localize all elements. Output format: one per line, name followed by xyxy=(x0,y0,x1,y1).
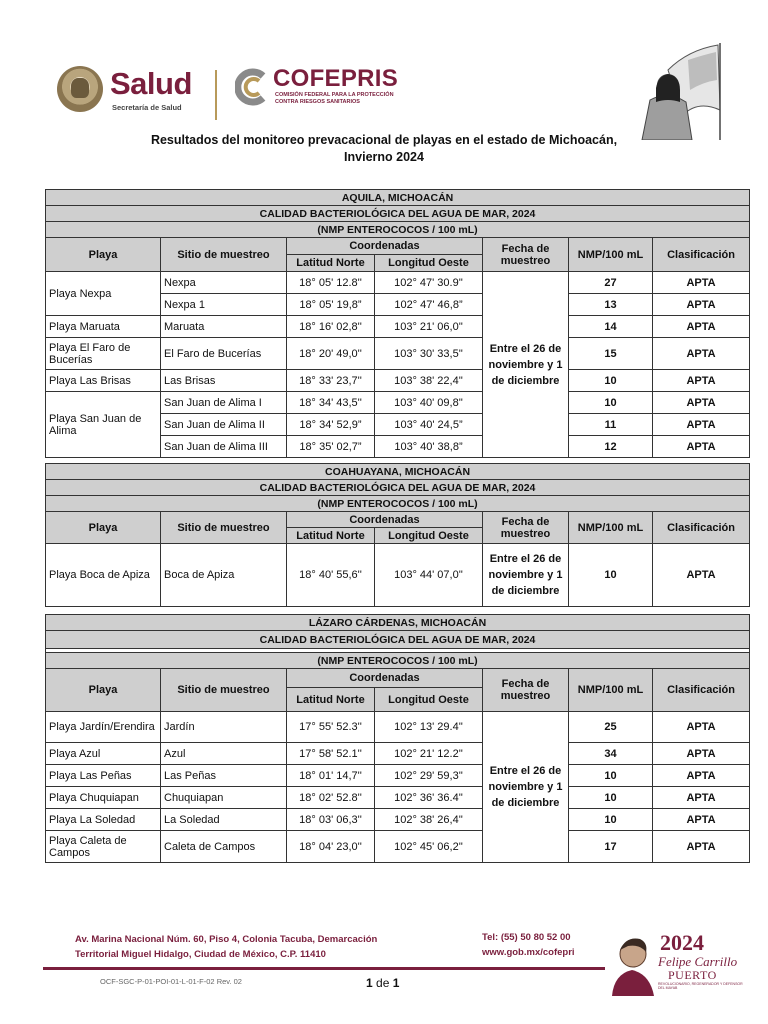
col-longitud: Longitud Oeste xyxy=(375,528,483,544)
cell-playa: Playa Caleta de Campos xyxy=(46,831,161,863)
quality-header: CALIDAD BACTERIOLÓGICA DEL AGUA DE MAR, 2024 xyxy=(46,206,750,222)
cell-playa: Playa El Faro de Bucerías xyxy=(46,338,161,370)
cell-clasificacion: APTA xyxy=(653,765,750,787)
cell-lat: 18° 35' 02,7” xyxy=(287,436,375,458)
cofepris-logo-icon xyxy=(235,68,269,106)
title-line-2: Invierno 2024 xyxy=(344,150,424,164)
cell-clasificacion: APTA xyxy=(653,787,750,809)
cell-nmp: 10 xyxy=(569,370,653,392)
cell-fecha: Entre el 26 de noviembre y 1 de diciembre xyxy=(483,272,569,458)
cell-clasificacion: APTA xyxy=(653,316,750,338)
cell-sitio: Jardín xyxy=(161,712,287,743)
cell-lon: 102° 47' 30.9'' xyxy=(375,272,483,294)
cell-sitio: Caleta de Campos xyxy=(161,831,287,863)
cell-playa: Playa Nexpa xyxy=(46,272,161,316)
cell-nmp: 10 xyxy=(569,787,653,809)
cell-playa: Playa Azul xyxy=(46,743,161,765)
cell-sitio: San Juan de Alima I xyxy=(161,392,287,414)
cell-lat: 18° 34' 43,5'' xyxy=(287,392,375,414)
cell-clasificacion: APTA xyxy=(653,294,750,316)
cell-sitio: Azul xyxy=(161,743,287,765)
page-current: 1 xyxy=(366,976,373,990)
cell-sitio: Boca de Apiza xyxy=(161,544,287,607)
col-longitud: Longitud Oeste xyxy=(375,688,483,712)
footer-rule xyxy=(43,967,605,970)
cell-lon: 102° 21' 12.2'' xyxy=(375,743,483,765)
cell-lon: 102° 13' 29.4'' xyxy=(375,712,483,743)
cell-clasificacion: APTA xyxy=(653,272,750,294)
portrait-icon xyxy=(606,930,658,996)
col-fecha: Fecha de muestreo xyxy=(483,669,569,712)
municipality-header: LÁZARO CÁRDENAS, MICHOACÁN xyxy=(46,615,750,631)
cell-nmp: 15 xyxy=(569,338,653,370)
col-playa: Playa xyxy=(46,238,161,272)
col-playa: Playa xyxy=(46,512,161,544)
cell-lon: 103° 40' 38,8” xyxy=(375,436,483,458)
aquila-results-table xyxy=(45,189,750,458)
cell-lat: 18° 05' 19,8” xyxy=(287,294,375,316)
col-coordenadas: Coordenadas xyxy=(287,238,483,255)
municipality-header: AQUILA, MICHOACÁN xyxy=(46,190,750,206)
table-row xyxy=(46,712,750,743)
cell-lat: 18° 03' 06,3'' xyxy=(287,809,375,831)
col-nmp: NMP/100 mL xyxy=(569,238,653,272)
col-latitud: Latitud Norte xyxy=(287,688,375,712)
cell-nmp: 14 xyxy=(569,316,653,338)
cell-nmp: 27 xyxy=(569,272,653,294)
cell-lat: 18° 16' 02,8'' xyxy=(287,316,375,338)
cell-sitio: Chuquiapan xyxy=(161,787,287,809)
table-row xyxy=(46,392,750,414)
cell-lon: 102° 36' 36.4'' xyxy=(375,787,483,809)
col-fecha: Fecha de muestreo xyxy=(483,512,569,544)
cell-sitio: Nexpa xyxy=(161,272,287,294)
cell-nmp: 10 xyxy=(569,392,653,414)
footer-contact xyxy=(482,930,575,960)
cell-lat: 18° 33' 23,7'' xyxy=(287,370,375,392)
cell-clasificacion: APTA xyxy=(653,392,750,414)
page-separator: de xyxy=(372,976,393,990)
cell-clasificacion: APTA xyxy=(653,338,750,370)
badge-place: PUERTO xyxy=(668,968,717,982)
cell-lat: 18° 05' 12.8'' xyxy=(287,272,375,294)
cell-nmp: 13 xyxy=(569,294,653,316)
cell-clasificacion: APTA xyxy=(653,831,750,863)
cell-sitio: Las Peñas xyxy=(161,765,287,787)
cell-nmp: 11 xyxy=(569,414,653,436)
cell-clasificacion: APTA xyxy=(653,809,750,831)
cell-sitio: El Faro de Bucerías xyxy=(161,338,287,370)
page-number xyxy=(366,976,399,990)
cell-lon: 102° 45' 06,2'' xyxy=(375,831,483,863)
col-coordenadas: Coordenadas xyxy=(287,512,483,528)
table-row xyxy=(46,338,750,370)
cell-nmp: 10 xyxy=(569,809,653,831)
document-code: OCF-SGC-P-01-POI-01-L-01-F-02 Rev. 02 xyxy=(100,977,242,986)
cell-clasificacion: APTA xyxy=(653,743,750,765)
badge-year: 2024 xyxy=(660,930,704,955)
col-latitud: Latitud Norte xyxy=(287,255,375,272)
unit-header: (NMP ENTEROCOCOS / 100 mL) xyxy=(46,653,750,669)
address-line-2: Territorial Miguel Hidalgo, Ciudad de México, C.P. 11410 xyxy=(75,949,326,960)
col-clasificacion: Clasificación xyxy=(653,669,750,712)
col-sitio: Sitio de muestreo xyxy=(161,238,287,272)
cell-playa: Playa Jardín/Erendira xyxy=(46,712,161,743)
cell-playa: Playa Boca de Apiza xyxy=(46,544,161,607)
salud-logo-subtitle: Secretaría de Salud xyxy=(112,103,182,112)
table-row xyxy=(46,787,750,809)
cofepris-subtitle-1: COMISIÓN FEDERAL PARA LA PROTECCIÓN xyxy=(275,92,394,98)
cell-playa: Playa Las Peñas xyxy=(46,765,161,787)
cell-lat: 18° 40' 55,6'' xyxy=(287,544,375,607)
table-row xyxy=(46,809,750,831)
logo-divider xyxy=(215,70,217,120)
col-sitio: Sitio de muestreo xyxy=(161,669,287,712)
cell-nmp: 25 xyxy=(569,712,653,743)
cell-fecha: Entre el 26 de noviembre y 1 de diciembre xyxy=(483,712,569,863)
cell-clasificacion: APTA xyxy=(653,370,750,392)
col-fecha: Fecha de muestreo xyxy=(483,238,569,272)
table-row xyxy=(46,316,750,338)
cofepris-logo-text: COFEPRIS xyxy=(273,65,399,92)
col-coordenadas: Coordenadas xyxy=(287,669,483,688)
col-latitud: Latitud Norte xyxy=(287,528,375,544)
cell-lat: 18° 34' 52,9” xyxy=(287,414,375,436)
cell-lon: 102° 29' 59,3'' xyxy=(375,765,483,787)
cell-playa: Playa Las Brisas xyxy=(46,370,161,392)
cell-lon: 103° 44' 07,0'' xyxy=(375,544,483,607)
cell-nmp: 34 xyxy=(569,743,653,765)
cell-sitio: San Juan de Alima II xyxy=(161,414,287,436)
badge-name: Felipe Carrillo xyxy=(658,954,738,969)
salud-logo-text: Salud xyxy=(110,66,192,101)
cell-lon: 102° 38' 26,4'' xyxy=(375,809,483,831)
cell-clasificacion: APTA xyxy=(653,436,750,458)
heroine-flag-illustration-icon xyxy=(628,40,724,140)
lazaro-cardenas-results-table xyxy=(45,614,750,863)
national-seal-icon xyxy=(57,66,103,112)
page-header xyxy=(0,0,768,130)
cell-playa: Playa Maruata xyxy=(46,316,161,338)
cell-clasificacion: APTA xyxy=(653,712,750,743)
cell-lon: 103° 30' 33,5'' xyxy=(375,338,483,370)
cell-lat: 18° 02' 52.8'' xyxy=(287,787,375,809)
cell-playa: Playa San Juan de Alima xyxy=(46,392,161,458)
col-clasificacion: Clasificación xyxy=(653,238,750,272)
cell-lon: 103° 21' 06,0'' xyxy=(375,316,483,338)
cell-nmp: 10 xyxy=(569,544,653,607)
document-title xyxy=(120,132,648,166)
cell-sitio: Nexpa 1 xyxy=(161,294,287,316)
badge-caption: REVOLUCIONARIO, REGENERADOR Y DEFENSOR DEL MAYAB xyxy=(658,982,743,990)
anniversary-badge xyxy=(606,928,756,998)
cell-sitio: San Juan de Alima III xyxy=(161,436,287,458)
cell-sitio: La Soledad xyxy=(161,809,287,831)
table-row xyxy=(46,272,750,294)
cell-clasificacion: APTA xyxy=(653,414,750,436)
unit-header: (NMP ENTEROCOCOS / 100 mL) xyxy=(46,496,750,512)
cell-lat: 17° 55' 52.3'' xyxy=(287,712,375,743)
title-line-1: Resultados del monitoreo prevacacional de playas en el estado de Michoacán, xyxy=(150,133,618,147)
page-total: 1 xyxy=(392,976,400,990)
col-nmp: NMP/100 mL xyxy=(569,512,653,544)
cell-nmp: 17 xyxy=(569,831,653,863)
cell-lon: 103° 38' 22,4'' xyxy=(375,370,483,392)
cofepris-subtitle-2: CONTRA RIESGOS SANITARIOS xyxy=(275,99,360,105)
cell-nmp: 12 xyxy=(569,436,653,458)
table-row xyxy=(46,743,750,765)
cell-lon: 102° 47' 46,8” xyxy=(375,294,483,316)
col-nmp: NMP/100 mL xyxy=(569,669,653,712)
cell-lat: 17° 58' 52.1'' xyxy=(287,743,375,765)
municipality-header: COAHUAYANA, MICHOACÁN xyxy=(46,464,750,480)
cell-lat: 18° 04' 23,0'' xyxy=(287,831,375,863)
cell-lat: 18° 20' 49,0'' xyxy=(287,338,375,370)
cell-lat: 18° 01' 14,7'' xyxy=(287,765,375,787)
table-row xyxy=(46,765,750,787)
website-link[interactable]: www.gob.mx/cofepri xyxy=(482,947,575,958)
table-row xyxy=(46,831,750,863)
col-playa: Playa xyxy=(46,669,161,712)
cell-lon: 103° 40' 24,5” xyxy=(375,414,483,436)
cell-nmp: 10 xyxy=(569,765,653,787)
col-sitio: Sitio de muestreo xyxy=(161,512,287,544)
cell-fecha: Entre el 26 de noviembre y 1 de diciembre xyxy=(483,544,569,607)
col-clasificacion: Clasificación xyxy=(653,512,750,544)
table-row xyxy=(46,544,750,607)
cell-sitio: Las Brisas xyxy=(161,370,287,392)
cell-lon: 103° 40' 09,8'' xyxy=(375,392,483,414)
table-row xyxy=(46,370,750,392)
cell-playa: Playa Chuquiapan xyxy=(46,787,161,809)
col-longitud: Longitud Oeste xyxy=(375,255,483,272)
quality-header: CALIDAD BACTERIOLÓGICA DEL AGUA DE MAR, 2024 xyxy=(46,631,750,649)
cell-playa: Playa La Soledad xyxy=(46,809,161,831)
cell-clasificacion: APTA xyxy=(653,544,750,607)
footer-address xyxy=(75,932,377,962)
cell-sitio: Maruata xyxy=(161,316,287,338)
phone-number: Tel: (55) 50 80 52 00 xyxy=(482,932,571,943)
address-line-1: Av. Marina Nacional Núm. 60, Piso 4, Colonia Tacuba, Demarcación xyxy=(75,934,378,945)
unit-header: (NMP ENTEROCOCOS / 100 mL) xyxy=(46,222,750,238)
quality-header: CALIDAD BACTERIOLÓGICA DEL AGUA DE MAR, 2024 xyxy=(46,480,750,496)
coahuayana-results-table xyxy=(45,463,750,607)
